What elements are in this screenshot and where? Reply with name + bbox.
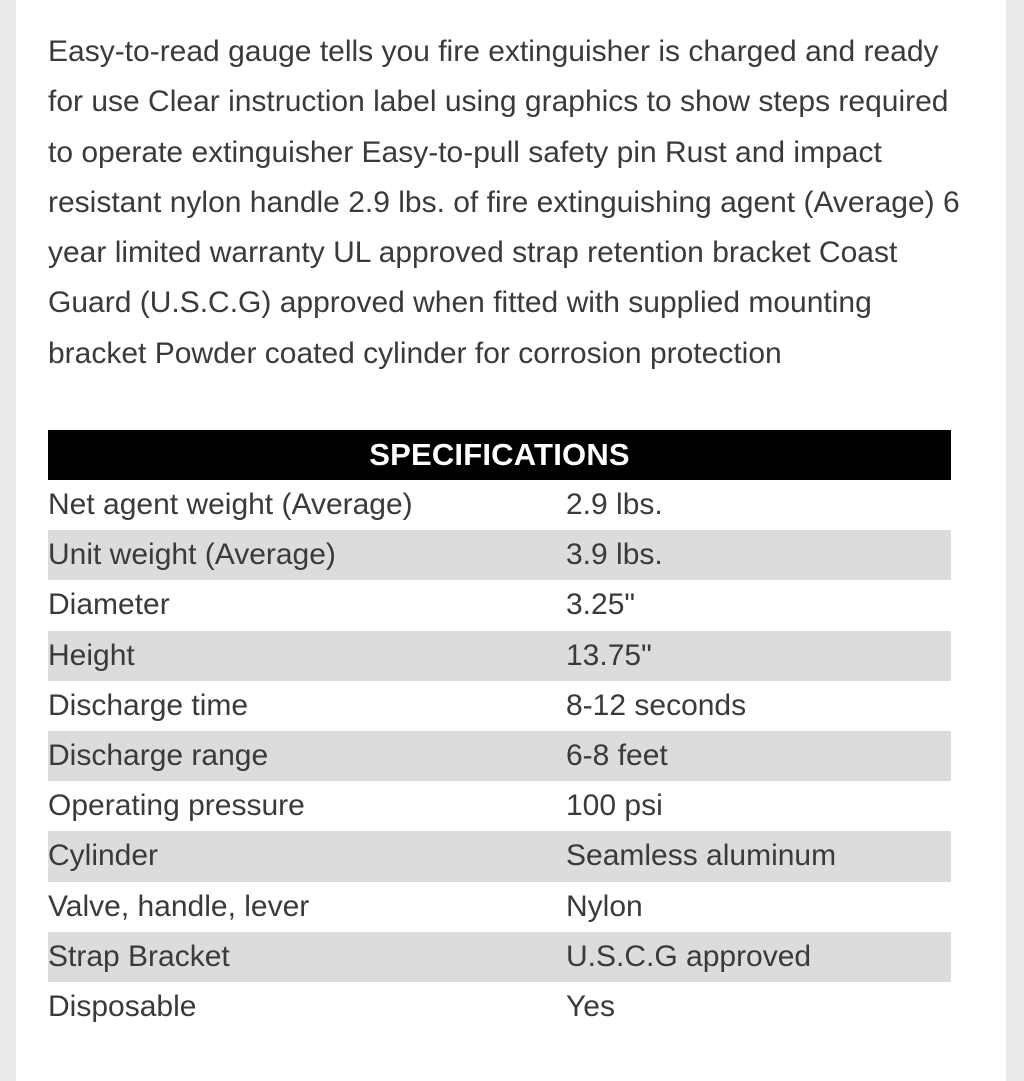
spec-row-discharge-time — [48, 681, 951, 731]
spec-label: Discharge range — [48, 738, 269, 772]
spec-row-valve-handle-lever — [48, 882, 951, 932]
spec-label: Disposable — [48, 989, 197, 1023]
spec-row-discharge-range — [48, 731, 951, 781]
spec-value: Nylon — [566, 889, 643, 923]
spec-value: 6-8 feet — [566, 738, 668, 772]
specifications-header: SPECIFICATIONS — [48, 430, 951, 480]
spec-label: Valve, handle, lever — [48, 889, 310, 923]
spec-row-height — [48, 631, 951, 681]
spec-label: Discharge time — [48, 688, 249, 722]
spec-label: Net agent weight (Average) — [48, 488, 413, 521]
spec-value: 3.25" — [566, 588, 636, 622]
spec-value: Yes — [566, 989, 615, 1023]
product-details-page — [16, 0, 1006, 1081]
spec-label: Strap Bracket — [48, 939, 230, 973]
spec-label: Unit weight (Average) — [48, 538, 336, 572]
spec-value: Seamless aluminum — [566, 839, 837, 873]
spec-row-unit-weight — [48, 530, 951, 580]
spec-row-diameter — [48, 580, 951, 630]
product-description: Easy-to-read gauge tells you fire extinguisher is charged and ready for use Clear instruction label using graphics to show steps required to operate extinguisher Easy-to-pull safety pin Rust and impact resistant nylon handle 2.9 lbs. of fire extinguishing agent (Average) 6 year limited warranty UL approved strap retention bracket Coast Guard (U.S.C.G) approved when fitted with supplied mounting bracket Powder coated cylinder for corrosion protection — [48, 35, 960, 370]
spec-value: 8-12 seconds — [566, 688, 747, 722]
spec-label: Cylinder — [48, 839, 159, 873]
spec-label: Operating pressure — [48, 789, 305, 823]
spec-value: 3.9 lbs. — [566, 538, 663, 572]
spec-value: U.S.C.G approved — [566, 939, 812, 973]
spec-row-net-agent-weight — [48, 480, 951, 530]
specifications-table — [48, 430, 951, 1032]
spec-row-strap-bracket — [48, 932, 951, 982]
spec-value: 100 psi — [566, 789, 663, 823]
spec-label: Height — [48, 638, 135, 672]
spec-label: Diameter — [48, 588, 170, 622]
spec-value: 13.75" — [566, 638, 652, 672]
spec-row-disposable — [48, 982, 951, 1032]
spec-row-operating-pressure — [48, 781, 951, 831]
spec-value: 2.9 lbs. — [566, 488, 663, 521]
spec-row-cylinder — [48, 831, 951, 881]
